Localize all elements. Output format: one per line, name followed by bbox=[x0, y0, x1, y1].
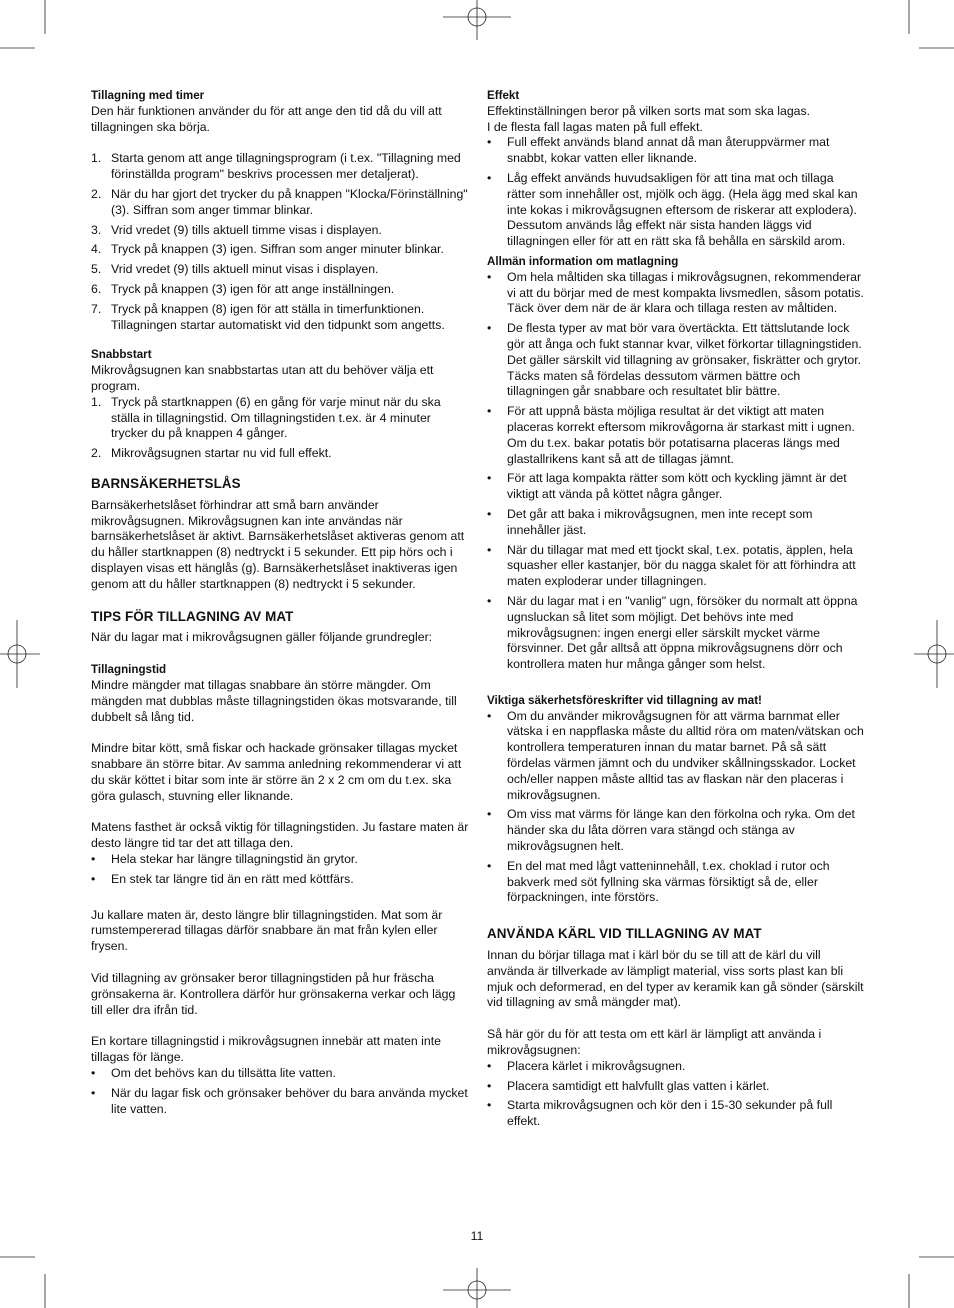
bullet-text: När du lagar fisk och grönsaker behöver du bara använda mycket lite vatten. bbox=[111, 1085, 468, 1116]
vessels-bullets bbox=[487, 1059, 865, 1130]
bullet-icon: • bbox=[487, 170, 492, 185]
bullet-text: Låg effekt används huvudsakligen för att tina mat och tillaga rätter som innehåller ost, mjölk och ägg. (Hela ägg med skal kan inte kokas i mikrovågsugnen eftersom de riskerar att explodera). Dessutom används låg effekt när sista handen läggs vid tillagningen eller för att en rätt ska få behålla en särskild arom. bbox=[507, 170, 858, 249]
bullet-icon: • bbox=[91, 1085, 96, 1100]
time-paragraph-6: En kortare tillagningstid i mikrovågsugnen innebär att maten inte tillagas för länge. bbox=[91, 1034, 441, 1065]
timer-intro: Den här funktionen använder du för att ange den tid då du vill att tillagningen ska börja. bbox=[91, 103, 442, 134]
bullet-icon: • bbox=[487, 506, 492, 521]
bullet-text: Om viss mat värms för länge kan den förkolna och ryka. Om det händer ska du låta dörren vara stängd och stänga av mikrovågsugnen helt. bbox=[507, 807, 855, 854]
bullet-item bbox=[487, 471, 865, 503]
bullet-item bbox=[91, 872, 469, 888]
bullet-text: Om du använder mikrovågsugnen för att värma barnmat eller vätska i en nappflaska måste du alltid röra om maten/vätskan och kontrollera temperaturen innan du matar barnet. På så sätt fördelas värmen jämnt och du undviker skållningsskador. Locket och/eller nappen måste alltid tas av flaskan när den placeras i mikrovågsugnen. bbox=[507, 708, 864, 802]
bullet-icon: • bbox=[487, 858, 492, 873]
bullet-icon: • bbox=[487, 1078, 492, 1093]
bullet-text: Placera kärlet i mikrovågsugnen. bbox=[507, 1058, 686, 1073]
bullet-text: Placera samtidigt ett halvfullt glas vatten i kärlet. bbox=[507, 1078, 770, 1093]
vessels-paragraph-1: Innan du börjar tillaga mat i kärl bör du se till att de kärl du vill använda är tillverkade av lämpligt material, viss sorts plast kan bli mjuk och deformerad, en del typer av keramik kan gå sönder (särskilt vid tillagning av små mängder mat). bbox=[487, 948, 864, 1010]
step-text: Vrid vredet (9) tills aktuell minut visas i displayen. bbox=[111, 262, 379, 277]
step-number: 7. bbox=[91, 301, 102, 316]
bullet-icon: • bbox=[487, 1058, 492, 1073]
step-number: 6. bbox=[91, 281, 102, 296]
bullet-item bbox=[91, 852, 469, 868]
step-text: Tryck på knappen (3) igen. Siffran som anger minuter blinkar. bbox=[111, 242, 444, 257]
bullet-item bbox=[487, 404, 865, 467]
tips-heading: TIPS FÖR TILLAGNING AV MAT bbox=[91, 608, 294, 624]
bullet-item bbox=[487, 171, 865, 250]
bullet-text: Full effekt används bland annat då man återuppvärmer mat snabbt, kokar vatten eller liknande. bbox=[507, 135, 830, 166]
left-column bbox=[91, 88, 469, 1121]
bullet-icon: • bbox=[487, 135, 492, 150]
quick-steps bbox=[91, 395, 469, 462]
bullet-item bbox=[487, 1079, 865, 1095]
step-text: När du har gjort det trycker du på knappen "Klocka/Förinställning" (3). Siffran som anger timmar blinkar. bbox=[111, 186, 468, 217]
bullet-item bbox=[91, 1066, 469, 1082]
bullet-icon: • bbox=[487, 593, 492, 608]
childlock-text: Barnsäkerhetslåset förhindrar att små barn använder mikrovågsugnen. Mikrovågsugnen kan inte användas när barnsäkerhetslåset är aktivt. Barnsäkerhetslåset aktiveras genom att du håller startknappen (8) nedtryckt i 5 sekunder. Ett pip hörs och i displayen visas ett hänglås (g). Barnsäkerhetslåset inaktiveras igen genom att du håller startknappen (8) nedtryckt i 5 sekunder. bbox=[91, 497, 465, 591]
vessels-paragraph-2: Så här gör du för att testa om ett kärl är lämpligt att använda i mikrovågsugnen: bbox=[487, 1027, 822, 1058]
bullet-item bbox=[487, 321, 865, 400]
timer-steps bbox=[91, 151, 469, 333]
bullet-icon: • bbox=[487, 708, 492, 723]
step-item bbox=[91, 446, 469, 462]
time-bullets-2 bbox=[91, 1066, 469, 1117]
bullet-icon: • bbox=[91, 852, 96, 867]
step-item bbox=[91, 151, 469, 183]
time-paragraph-4: Ju kallare maten är, desto längre blir tillagningstiden. Mat som är rumstempererad tillagas därför snabbare än mat från kylen eller frysen. bbox=[91, 907, 443, 954]
step-text: Starta genom att ange tillagningsprogram (i t.ex. "Tillagning med förinställda program" beskrivs processen mer detaljerat). bbox=[111, 151, 461, 182]
bullet-item bbox=[487, 507, 865, 539]
bullet-text: De flesta typer av mat bör vara övertäckta. Ett tättslutande lock gör att ånga och fukt stannar kvar, vilket förkortar tillagningstiden. Det gäller särskilt vid tillagning av grönsaker, fiskrätter och grytor. Täcks maten så fördelas dessutom värmen bättre och tillagningen går snabbare och resultatet blir bättre. bbox=[507, 321, 862, 399]
quick-intro: Mikrovågsugnen kan snabbstartas utan att du behöver välja ett program. bbox=[91, 363, 434, 393]
step-text: Mikrovågsugnen startar nu vid full effekt. bbox=[111, 446, 332, 461]
time-heading: Tillagningstid bbox=[91, 663, 167, 677]
step-number: 2. bbox=[91, 186, 102, 201]
right-column bbox=[487, 88, 865, 1134]
bullet-icon: • bbox=[91, 871, 96, 886]
bullet-item bbox=[487, 1098, 865, 1130]
step-item bbox=[91, 242, 469, 258]
step-item bbox=[91, 282, 469, 298]
step-number: 3. bbox=[91, 222, 102, 237]
general-bullets bbox=[487, 270, 865, 673]
step-item bbox=[91, 262, 469, 278]
step-number: 2. bbox=[91, 446, 102, 461]
bullet-item bbox=[487, 807, 865, 854]
bullet-icon: • bbox=[487, 471, 492, 486]
step-item bbox=[91, 223, 469, 239]
bullet-text: För att laga kompakta rätter som kött och kyckling jämnt är det viktigt att vända på köttet några gånger. bbox=[507, 471, 847, 502]
step-number: 1. bbox=[91, 394, 102, 409]
step-text: Tryck på knappen (8) igen för att ställa in timerfunktionen. Tillagningen startar automatiskt vid den tidpunkt som angetts. bbox=[111, 301, 445, 332]
vessels-heading: ANVÄNDA KÄRL VID TILLAGNING AV MAT bbox=[487, 926, 762, 942]
bullet-text: När du lagar mat i en "vanlig" ugn, försöker du normalt att öppna ugnsluckan så litet som möjligt. Det behövs inte med mikrovågsugnen: ingen energi eller särskilt mycket värme försvinner. Det går alltså att öppna mikrovågsugnens dörr och kontrollera maten hur många gånger som helst. bbox=[507, 593, 858, 672]
bullet-item bbox=[487, 594, 865, 673]
quick-heading: Snabbstart bbox=[91, 348, 152, 362]
bullet-icon: • bbox=[487, 807, 492, 822]
bullet-text: Det går att baka i mikrovågsugnen, men inte recept som innehåller jäst. bbox=[507, 506, 813, 537]
bullet-icon: • bbox=[91, 1066, 96, 1081]
time-bullets-1 bbox=[91, 852, 469, 888]
bullet-icon: • bbox=[487, 321, 492, 336]
bullet-item bbox=[487, 709, 865, 804]
effect-heading: Effekt bbox=[487, 89, 520, 102]
bullet-icon: • bbox=[487, 269, 492, 284]
step-number: 1. bbox=[91, 151, 102, 166]
bullet-item bbox=[487, 859, 865, 906]
timer-heading: Tillagning med timer bbox=[91, 89, 205, 102]
bullet-text: Starta mikrovågsugnen och kör den i 15-30 sekunder på full effekt. bbox=[507, 1098, 833, 1129]
safety-bullets bbox=[487, 709, 865, 907]
bullet-item bbox=[487, 135, 865, 167]
bullet-text: Om hela måltiden ska tillagas i mikrovågsugnen, rekommenderar vi att du börjar med de mest kompakta livsmedlen, såsom potatis. Täck över dem när de är klara och tillaga resten av måltiden. bbox=[507, 269, 864, 316]
tips-intro: När du lagar mat i mikrovågsugnen gäller följande grundregler: bbox=[91, 630, 433, 645]
step-text: Tryck på knappen (3) igen för att ange inställningen. bbox=[111, 281, 395, 296]
time-paragraph-1: Mindre mängder mat tillagas snabbare än större mängder. Om mängden mat dubblas måste tillagningstiden ökas motsvarande, till dubbelt så lång tid. bbox=[91, 677, 457, 724]
effect-bullets bbox=[487, 135, 865, 250]
bullet-item bbox=[487, 543, 865, 590]
effect-paragraph-1: Effektinställningen beror på vilken sorts mat som ska lagas. bbox=[487, 103, 811, 118]
bullet-text: För att uppnå bästa möjliga resultat är det viktigt att maten placeras korrekt eftersom mikrovågorna är starkast mitt i ugnen. Om du t.ex. bakar potatis bör potatisarna placeras längs med glastallrikens kant så att de tillagas jämnt. bbox=[507, 404, 855, 466]
bullet-text: En del mat med lågt vatteninnehåll, t.ex. choklad i rutor och bakverk med söt fyllning ska värmas försiktigt så de, eller förpackningen, inte förstörs. bbox=[507, 858, 830, 905]
bullet-text: En stek tar längre tid än en rätt med köttfärs. bbox=[111, 871, 354, 886]
effect-paragraph-2: I de flesta fall lagas maten på full effekt. bbox=[487, 119, 703, 134]
step-number: 4. bbox=[91, 242, 102, 257]
time-paragraph-5: Vid tillagning av grönsaker beror tillagningstiden på hur fräscha grönsakerna är. Kontrollera därför hur grönsakerna verkar och lägg till eller dra ifrån tid. bbox=[91, 971, 456, 1017]
bullet-icon: • bbox=[487, 1098, 492, 1113]
step-item bbox=[91, 187, 469, 219]
bullet-text: Om det behövs kan du tillsätta lite vatten. bbox=[111, 1066, 336, 1081]
bullet-icon: • bbox=[487, 542, 492, 557]
step-item bbox=[91, 395, 469, 442]
step-text: Tryck på startknappen (6) en gång för varje minut när du ska ställa in tillagningstid. Om tillagningstiden t.ex. är 4 minuter trycker du på knappen 4 gånger. bbox=[111, 394, 441, 441]
bullet-icon: • bbox=[487, 404, 492, 419]
step-text: Vrid vredet (9) tills aktuell timme visas i displayen. bbox=[111, 222, 382, 237]
childlock-heading: BARNSÄKERHETSLÅS bbox=[91, 475, 241, 491]
bullet-item bbox=[487, 1059, 865, 1075]
step-item bbox=[91, 302, 469, 334]
general-heading: Allmän information om matlagning bbox=[487, 254, 679, 268]
bullet-text: Hela stekar har längre tillagningstid än grytor. bbox=[111, 852, 358, 867]
time-paragraph-3: Matens fasthet är också viktig för tillagningstiden. Ju fastare maten är desto längre tid tar det att tillaga den. bbox=[91, 820, 469, 851]
bullet-item bbox=[91, 1086, 469, 1118]
bullet-text: När du tillagar mat med ett tjockt skal, t.ex. potatis, äpplen, hela squasher eller kastanjer, bör du nagga skalet för att förhindra att maten exploderar under tillagningen. bbox=[507, 542, 856, 589]
safety-heading: Viktiga säkerhetsföreskrifter vid tillagning av mat! bbox=[487, 693, 762, 707]
step-number: 5. bbox=[91, 262, 102, 277]
bullet-item bbox=[487, 270, 865, 317]
time-paragraph-2: Mindre bitar kött, små fiskar och hackade grönsaker tillagas mycket snabbare än större bitar. Av samma anledning rekommenderar vi att du skär köttet i bitar som inte är större än 2 x 2 cm om du t.ex. ska göra gulasch, stuvning eller liknande. bbox=[91, 741, 462, 803]
page-number: 11 bbox=[470, 1229, 484, 1243]
